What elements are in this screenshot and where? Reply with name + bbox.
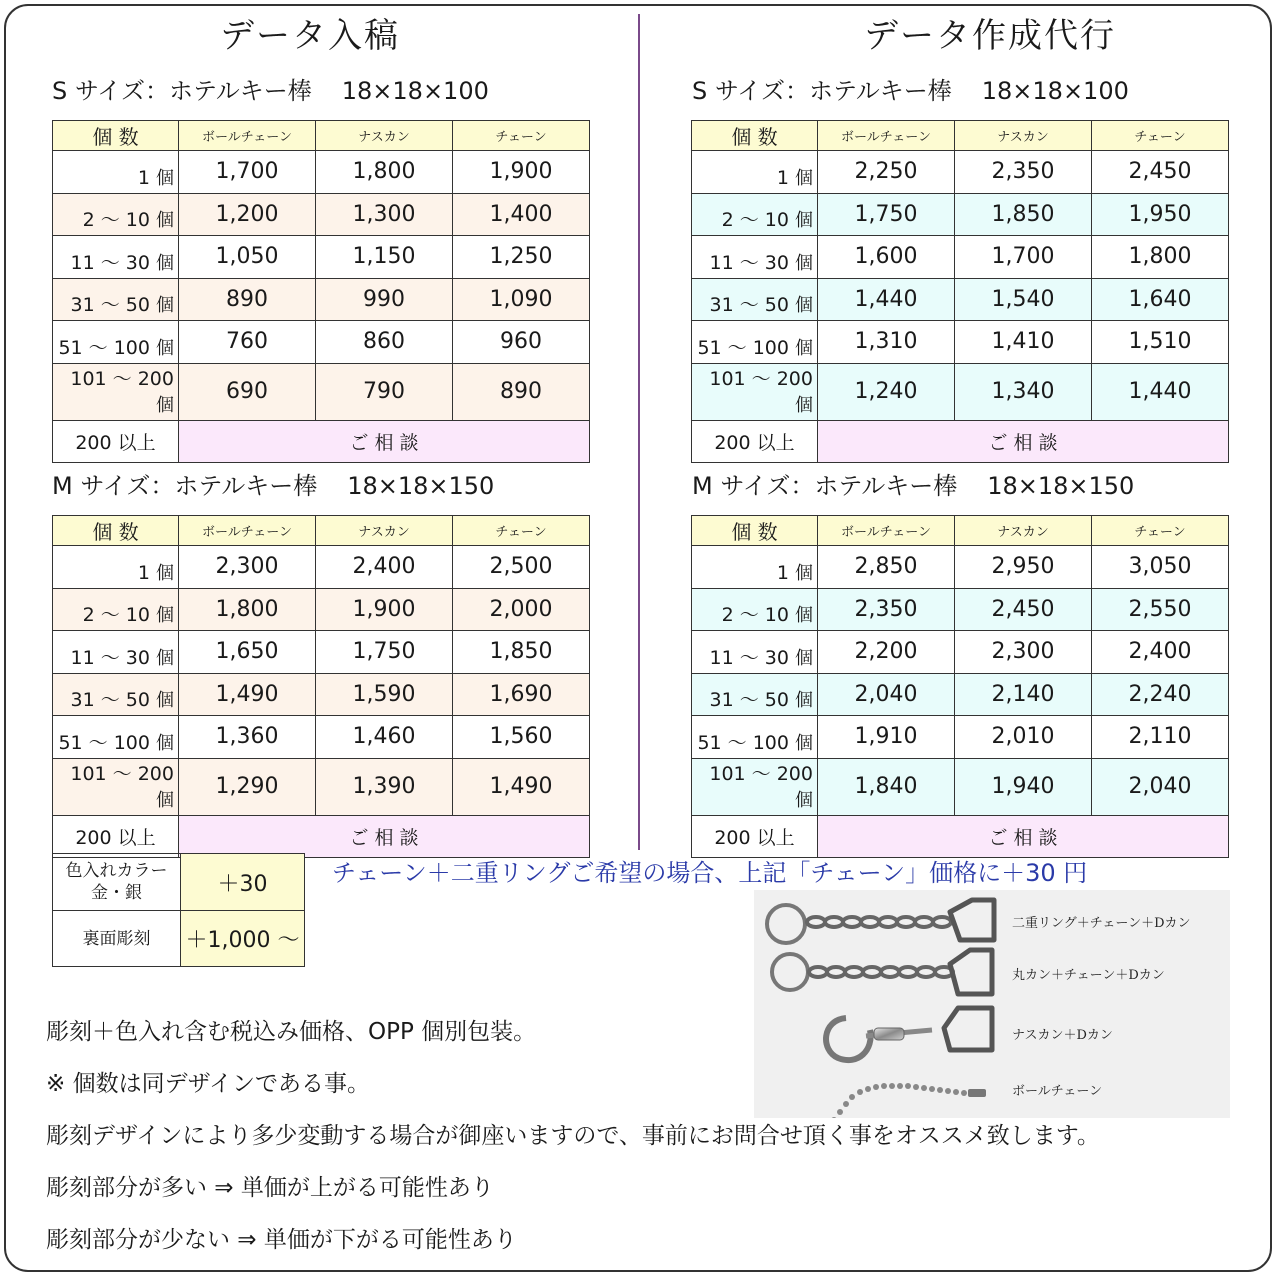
- price-cell: 2,300: [955, 631, 1092, 674]
- price-cell: 2,140: [955, 673, 1092, 716]
- addon-back-value: ＋1,000 ～: [181, 911, 305, 967]
- price-cell: 2,450: [1092, 151, 1229, 194]
- price-cell: 2,200: [818, 631, 955, 674]
- column-header: 個 数: [53, 121, 179, 151]
- price-cell: 1,600: [818, 236, 955, 279]
- qty-cell: 1 個: [692, 546, 818, 589]
- price-cell: 1,560: [453, 716, 590, 759]
- price-table: [691, 120, 1229, 463]
- price-cell: 1,250: [453, 236, 590, 279]
- price-cell: 1,410: [955, 321, 1092, 364]
- qty-cell: 2 ～ 10 個: [692, 588, 818, 631]
- price-cell: 2,040: [1092, 758, 1229, 815]
- table-header-row: [53, 121, 590, 151]
- table-row: [53, 673, 590, 716]
- column-header: ボールチェーン: [818, 121, 955, 151]
- table-header-row: [692, 121, 1229, 151]
- consult-cell: ご 相 談: [818, 815, 1229, 858]
- qty-cell: 200 以上: [692, 815, 818, 858]
- table-header-row: [692, 516, 1229, 546]
- price-cell: 2,000: [453, 588, 590, 631]
- price-cell: 2,400: [316, 546, 453, 589]
- price-cell: 1,400: [453, 193, 590, 236]
- price-cell: 890: [179, 278, 316, 321]
- section-title: S サイズ：ホテルキー棒 18×18×100: [692, 77, 1129, 105]
- column-header: チェーン: [1092, 516, 1229, 546]
- qty-cell: 200 以上: [53, 815, 179, 858]
- price-cell: 1,950: [1092, 193, 1229, 236]
- column-header: ボールチェーン: [179, 516, 316, 546]
- table-row: [692, 546, 1229, 589]
- price-cell: 1,310: [818, 321, 955, 364]
- footer-note: ※ 個数は同デザインである事。: [46, 1071, 370, 1097]
- footer-note: 彫刻デザインにより多少変動する場合が御座いますので、事前にお問合せ頂く事をオススメ致します。: [46, 1123, 1100, 1149]
- table-row: [53, 321, 590, 364]
- table-row: [53, 588, 590, 631]
- price-cell: 1,750: [316, 631, 453, 674]
- price-cell: 1,340: [955, 363, 1092, 420]
- table-row: [53, 193, 590, 236]
- price-cell: 1,050: [179, 236, 316, 279]
- qty-cell: 51 ～ 100 個: [53, 321, 179, 364]
- column-title-design-service: データ作成代行: [864, 16, 1116, 56]
- price-cell: 1,900: [316, 588, 453, 631]
- table-row: [53, 758, 590, 815]
- table-row: [53, 631, 590, 674]
- footer-note: 彫刻部分が多い ⇒ 単価が上がる可能性あり: [46, 1175, 494, 1201]
- price-cell: 1,490: [179, 673, 316, 716]
- price-cell: 1,850: [955, 193, 1092, 236]
- table-row: [692, 236, 1229, 279]
- price-cell: 1,490: [453, 758, 590, 815]
- table-row: [692, 716, 1229, 759]
- table-row: [692, 278, 1229, 321]
- price-table: [52, 515, 590, 858]
- column-header: 個 数: [692, 516, 818, 546]
- addon-table: [52, 853, 305, 967]
- price-cell: 1,240: [818, 363, 955, 420]
- section-title: M サイズ：ホテルキー棒 18×18×150: [52, 472, 495, 500]
- qty-cell: 1 個: [53, 151, 179, 194]
- table-row: [692, 193, 1229, 236]
- column-header: ボールチェーン: [818, 516, 955, 546]
- price-cell: 690: [179, 363, 316, 420]
- qty-cell: 2 ～ 10 個: [692, 193, 818, 236]
- table-row: [692, 420, 1229, 463]
- addon-back-label: 裏面彫刻: [53, 911, 181, 967]
- table-row: [692, 815, 1229, 858]
- qty-cell: 1 個: [53, 546, 179, 589]
- price-cell: 1,150: [316, 236, 453, 279]
- photo-label-round-ring: 丸カン＋チェーン＋Dカン: [1012, 968, 1165, 983]
- price-cell: 1,640: [1092, 278, 1229, 321]
- price-cell: 1,700: [179, 151, 316, 194]
- price-cell: 1,650: [179, 631, 316, 674]
- table-row: [53, 363, 590, 420]
- price-cell: 2,110: [1092, 716, 1229, 759]
- price-cell: 1,460: [316, 716, 453, 759]
- price-cell: 1,290: [179, 758, 316, 815]
- price-cell: 2,850: [818, 546, 955, 589]
- qty-cell: 51 ～ 100 個: [53, 716, 179, 759]
- column-header: ナスカン: [955, 516, 1092, 546]
- qty-cell: 1 個: [692, 151, 818, 194]
- addon-color-value: ＋30: [181, 854, 305, 911]
- price-cell: 2,500: [453, 546, 590, 589]
- qty-cell: 51 ～ 100 個: [692, 716, 818, 759]
- price-cell: 1,090: [453, 278, 590, 321]
- qty-cell: 31 ～ 50 個: [53, 673, 179, 716]
- qty-cell: 2 ～ 10 個: [53, 193, 179, 236]
- price-cell: 1,800: [316, 151, 453, 194]
- table-row: [692, 631, 1229, 674]
- price-cell: 1,690: [453, 673, 590, 716]
- price-cell: 1,800: [179, 588, 316, 631]
- price-cell: 2,400: [1092, 631, 1229, 674]
- consult-cell: ご 相 談: [179, 815, 590, 858]
- price-cell: 2,350: [955, 151, 1092, 194]
- price-cell: 2,240: [1092, 673, 1229, 716]
- qty-cell: 200 以上: [53, 420, 179, 463]
- price-cell: 1,700: [955, 236, 1092, 279]
- price-cell: 860: [316, 321, 453, 364]
- consult-cell: ご 相 談: [179, 420, 590, 463]
- qty-cell: 31 ～ 50 個: [692, 673, 818, 716]
- column-header: 個 数: [692, 121, 818, 151]
- table-row: [692, 673, 1229, 716]
- table-row: [53, 716, 590, 759]
- price-cell: 2,300: [179, 546, 316, 589]
- qty-cell: 101 ～ 200 個: [692, 363, 818, 420]
- column-divider: [638, 14, 640, 850]
- qty-cell: 11 ～ 30 個: [692, 631, 818, 674]
- price-cell: 790: [316, 363, 453, 420]
- qty-cell: 31 ～ 50 個: [53, 278, 179, 321]
- price-cell: 1,900: [453, 151, 590, 194]
- consult-cell: ご 相 談: [818, 420, 1229, 463]
- price-cell: 1,390: [316, 758, 453, 815]
- qty-cell: 101 ～ 200 個: [692, 758, 818, 815]
- price-cell: 1,590: [316, 673, 453, 716]
- table-row: [692, 758, 1229, 815]
- column-header: チェーン: [453, 516, 590, 546]
- table-row: [53, 420, 590, 463]
- price-table: [52, 120, 590, 463]
- section-title: S サイズ：ホテルキー棒 18×18×100: [52, 77, 489, 105]
- photo-label-split-ring: 二重リング＋チェーン＋Dカン: [1012, 916, 1191, 931]
- table-row: [53, 278, 590, 321]
- price-cell: 2,550: [1092, 588, 1229, 631]
- qty-cell: 31 ～ 50 個: [692, 278, 818, 321]
- footer-note: 彫刻＋色入れ含む税込み価格、OPP 個別包装。: [46, 1019, 537, 1045]
- column-header: ナスカン: [955, 121, 1092, 151]
- price-cell: 890: [453, 363, 590, 420]
- column-header: ナスカン: [316, 121, 453, 151]
- qty-cell: 2 ～ 10 個: [53, 588, 179, 631]
- price-cell: 1,850: [453, 631, 590, 674]
- table-row: [692, 321, 1229, 364]
- column-header: ボールチェーン: [179, 121, 316, 151]
- price-cell: 2,250: [818, 151, 955, 194]
- qty-cell: 101 ～ 200 個: [53, 363, 179, 420]
- price-cell: 1,800: [1092, 236, 1229, 279]
- price-cell: 1,440: [818, 278, 955, 321]
- footer-note: 彫刻部分が少ない ⇒ 単価が下がる可能性あり: [46, 1227, 517, 1253]
- table-row: [53, 236, 590, 279]
- column-title-upload: データ入稿: [220, 16, 400, 56]
- qty-cell: 11 ～ 30 個: [692, 236, 818, 279]
- price-cell: 1,910: [818, 716, 955, 759]
- price-cell: 1,750: [818, 193, 955, 236]
- price-cell: 1,360: [179, 716, 316, 759]
- keychain-photo: [754, 890, 1230, 1118]
- price-cell: 1,300: [316, 193, 453, 236]
- qty-cell: 11 ～ 30 個: [53, 631, 179, 674]
- photo-label-ball-chain: ボールチェーン: [1012, 1084, 1103, 1099]
- price-cell: 1,510: [1092, 321, 1229, 364]
- qty-cell: 51 ～ 100 個: [692, 321, 818, 364]
- price-cell: 990: [316, 278, 453, 321]
- qty-cell: 11 ～ 30 個: [53, 236, 179, 279]
- price-cell: 1,200: [179, 193, 316, 236]
- table-row: [53, 151, 590, 194]
- table-row: [692, 363, 1229, 420]
- price-cell: 1,940: [955, 758, 1092, 815]
- column-header: チェーン: [453, 121, 590, 151]
- section-title: M サイズ：ホテルキー棒 18×18×150: [692, 472, 1135, 500]
- price-cell: 1,840: [818, 758, 955, 815]
- price-cell: 2,950: [955, 546, 1092, 589]
- price-cell: 2,040: [818, 673, 955, 716]
- price-cell: 1,540: [955, 278, 1092, 321]
- qty-cell: 101 ～ 200 個: [53, 758, 179, 815]
- table-row: [692, 588, 1229, 631]
- price-cell: 3,050: [1092, 546, 1229, 589]
- price-cell: 760: [179, 321, 316, 364]
- table-row: [53, 546, 590, 589]
- price-cell: 2,450: [955, 588, 1092, 631]
- qty-cell: 200 以上: [692, 420, 818, 463]
- column-header: ナスカン: [316, 516, 453, 546]
- chain-ring-note: チェーン＋二重リングご希望の場合、上記「チェーン」価格に＋30 円: [332, 859, 1088, 887]
- column-header: 個 数: [53, 516, 179, 546]
- table-header-row: [53, 516, 590, 546]
- table-row: [53, 815, 590, 858]
- price-table: [691, 515, 1229, 858]
- price-cell: 2,350: [818, 588, 955, 631]
- price-cell: 1,440: [1092, 363, 1229, 420]
- price-cell: 2,010: [955, 716, 1092, 759]
- addon-color-label: 色入れカラー 金・銀: [53, 854, 181, 911]
- price-cell: 960: [453, 321, 590, 364]
- table-row: [692, 151, 1229, 194]
- photo-label-snap-hook: ナスカン＋Dカン: [1012, 1028, 1113, 1043]
- column-header: チェーン: [1092, 121, 1229, 151]
